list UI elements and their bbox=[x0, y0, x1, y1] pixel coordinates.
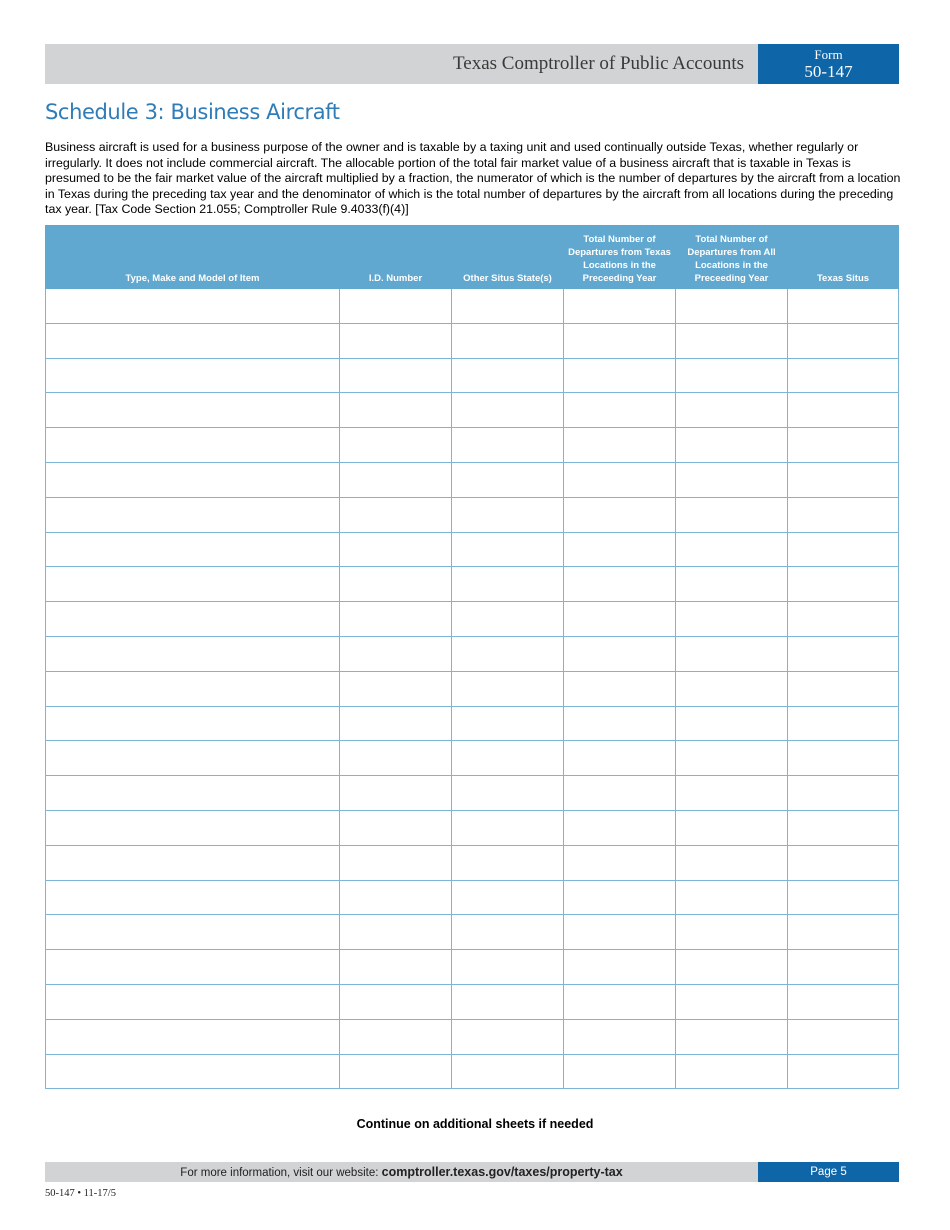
other-situs-states-cell[interactable] bbox=[452, 810, 564, 845]
other-situs-states-cell[interactable] bbox=[452, 984, 564, 1019]
id-number-cell[interactable] bbox=[340, 358, 452, 393]
table-row bbox=[46, 984, 899, 1019]
texas-situs-cell[interactable] bbox=[788, 706, 899, 741]
texas-situs-cell[interactable] bbox=[788, 358, 899, 393]
other-situs-states-cell[interactable] bbox=[452, 462, 564, 497]
page-number: Page 5 bbox=[758, 1162, 899, 1182]
table-row bbox=[46, 636, 899, 671]
all-departures-cell[interactable] bbox=[676, 358, 788, 393]
id-number-cell[interactable] bbox=[340, 462, 452, 497]
type-make-model-cell[interactable] bbox=[46, 358, 340, 393]
texas-departures-cell[interactable] bbox=[564, 984, 676, 1019]
texas-situs-cell[interactable] bbox=[788, 462, 899, 497]
other-situs-states-cell[interactable] bbox=[452, 880, 564, 915]
table-row bbox=[46, 567, 899, 602]
type-make-model-cell[interactable] bbox=[46, 810, 340, 845]
other-situs-states-cell[interactable] bbox=[452, 289, 564, 324]
table-row bbox=[46, 358, 899, 393]
texas-situs-cell[interactable] bbox=[788, 741, 899, 776]
other-situs-states-cell[interactable] bbox=[452, 602, 564, 637]
all-departures-cell[interactable] bbox=[676, 1054, 788, 1089]
table-row bbox=[46, 289, 899, 324]
other-situs-states-cell[interactable] bbox=[452, 915, 564, 950]
texas-departures-cell[interactable] bbox=[564, 602, 676, 637]
texas-departures-cell[interactable] bbox=[564, 671, 676, 706]
type-make-model-cell[interactable] bbox=[46, 671, 340, 706]
footer-bar bbox=[45, 1162, 758, 1182]
all-departures-cell[interactable] bbox=[676, 532, 788, 567]
texas-situs-cell[interactable] bbox=[788, 671, 899, 706]
all-departures-cell[interactable] bbox=[676, 984, 788, 1019]
texas-situs-cell[interactable] bbox=[788, 428, 899, 463]
table-row bbox=[46, 915, 899, 950]
all-departures-cell[interactable] bbox=[676, 289, 788, 324]
id-number-cell[interactable] bbox=[340, 741, 452, 776]
id-number-cell[interactable] bbox=[340, 602, 452, 637]
type-make-model-cell[interactable] bbox=[46, 393, 340, 428]
all-departures-cell[interactable] bbox=[676, 845, 788, 880]
type-make-model-cell[interactable] bbox=[46, 602, 340, 637]
texas-departures-cell[interactable] bbox=[564, 462, 676, 497]
other-situs-states-cell[interactable] bbox=[452, 567, 564, 602]
texas-departures-cell[interactable] bbox=[564, 1054, 676, 1089]
schedule-description: Business aircraft is used for a business purpose of the owner and is taxable by a taxing unit and used continually outside Texas, whether regularly or irregularly. It does not include commercial aircraft. The allocable portion of the total fair market value of a business aircraft that is taxable in Texas is presumed to be the fair market value of the aircraft multiplied by a fraction, the numerator of which is the number of departures by the aircraft from a location in Texas during the preceding tax year and the denominator of which is the total number of departures by the aircraft from all locations during the preceding tax year. [Tax Code Section 21.055; Comptroller Rule 9.4033(f)(4)] bbox=[45, 140, 901, 216]
type-make-model-cell[interactable] bbox=[46, 462, 340, 497]
other-situs-states-cell[interactable] bbox=[452, 428, 564, 463]
texas-departures-cell[interactable] bbox=[564, 950, 676, 985]
other-situs-states-cell[interactable] bbox=[452, 323, 564, 358]
all-departures-cell[interactable] bbox=[676, 950, 788, 985]
texas-departures-cell[interactable] bbox=[564, 1019, 676, 1054]
all-departures-cell[interactable] bbox=[676, 497, 788, 532]
id-number-cell[interactable] bbox=[340, 532, 452, 567]
id-number-cell[interactable] bbox=[340, 915, 452, 950]
other-situs-states-cell[interactable] bbox=[452, 706, 564, 741]
footer-info bbox=[45, 1165, 758, 1179]
column-header-type-make-model: Type, Make and Model of Item bbox=[46, 226, 340, 289]
table-row bbox=[46, 393, 899, 428]
other-situs-states-cell[interactable] bbox=[452, 532, 564, 567]
texas-situs-cell[interactable] bbox=[788, 1019, 899, 1054]
all-departures-cell[interactable] bbox=[676, 810, 788, 845]
other-situs-states-cell[interactable] bbox=[452, 393, 564, 428]
other-situs-states-cell[interactable] bbox=[452, 1054, 564, 1089]
other-situs-states-cell[interactable] bbox=[452, 741, 564, 776]
id-number-cell[interactable] bbox=[340, 428, 452, 463]
texas-departures-cell[interactable] bbox=[564, 358, 676, 393]
other-situs-states-cell[interactable] bbox=[452, 776, 564, 811]
type-make-model-cell[interactable] bbox=[46, 741, 340, 776]
id-number-cell[interactable] bbox=[340, 497, 452, 532]
type-make-model-cell[interactable] bbox=[46, 776, 340, 811]
all-departures-cell[interactable] bbox=[676, 393, 788, 428]
id-number-cell[interactable] bbox=[340, 984, 452, 1019]
type-make-model-cell[interactable] bbox=[46, 1054, 340, 1089]
type-make-model-cell[interactable] bbox=[46, 950, 340, 985]
all-departures-cell[interactable] bbox=[676, 428, 788, 463]
website-link[interactable]: comptroller.texas.gov/taxes/property-tax bbox=[381, 1165, 623, 1179]
id-number-cell[interactable] bbox=[340, 289, 452, 324]
texas-departures-cell[interactable] bbox=[564, 567, 676, 602]
texas-situs-cell[interactable] bbox=[788, 950, 899, 985]
footer-info-prefix: For more information, visit our website: bbox=[180, 1167, 379, 1179]
other-situs-states-cell[interactable] bbox=[452, 1019, 564, 1054]
form-code: 50-147 • 11-17/5 bbox=[45, 1188, 116, 1199]
id-number-cell[interactable] bbox=[340, 1054, 452, 1089]
texas-situs-cell[interactable] bbox=[788, 1054, 899, 1089]
type-make-model-cell[interactable] bbox=[46, 1019, 340, 1054]
id-number-cell[interactable] bbox=[340, 636, 452, 671]
column-header-id-number: I.D. Number bbox=[340, 226, 452, 289]
form-badge bbox=[758, 44, 899, 84]
type-make-model-cell[interactable] bbox=[46, 636, 340, 671]
type-make-model-cell[interactable] bbox=[46, 880, 340, 915]
texas-departures-cell[interactable] bbox=[564, 532, 676, 567]
column-header-all-departures: Total Number of Departures from All Locations in the Preceeding Year bbox=[676, 226, 788, 289]
other-situs-states-cell[interactable] bbox=[452, 497, 564, 532]
id-number-cell[interactable] bbox=[340, 1019, 452, 1054]
table-row bbox=[46, 1054, 899, 1089]
texas-departures-cell[interactable] bbox=[564, 497, 676, 532]
form-number: 50-147 bbox=[804, 62, 853, 81]
texas-departures-cell[interactable] bbox=[564, 880, 676, 915]
header-bar bbox=[45, 44, 758, 84]
agency-name: Texas Comptroller of Public Accounts bbox=[452, 53, 744, 74]
page-title: Schedule 3: Business Aircraft bbox=[45, 100, 340, 124]
other-situs-states-cell[interactable] bbox=[452, 950, 564, 985]
type-make-model-cell[interactable] bbox=[46, 984, 340, 1019]
texas-situs-cell[interactable] bbox=[788, 393, 899, 428]
type-make-model-cell[interactable] bbox=[46, 289, 340, 324]
texas-situs-cell[interactable] bbox=[788, 810, 899, 845]
id-number-cell[interactable] bbox=[340, 845, 452, 880]
id-number-cell[interactable] bbox=[340, 671, 452, 706]
table-row bbox=[46, 810, 899, 845]
id-number-cell[interactable] bbox=[340, 810, 452, 845]
table-row bbox=[46, 706, 899, 741]
column-header-texas-situs: Texas Situs bbox=[788, 226, 899, 289]
all-departures-cell[interactable] bbox=[676, 776, 788, 811]
all-departures-cell[interactable] bbox=[676, 323, 788, 358]
table-row bbox=[46, 532, 899, 567]
texas-situs-cell[interactable] bbox=[788, 915, 899, 950]
type-make-model-cell[interactable] bbox=[46, 532, 340, 567]
all-departures-cell[interactable] bbox=[676, 567, 788, 602]
texas-departures-cell[interactable] bbox=[564, 810, 676, 845]
texas-departures-cell[interactable] bbox=[564, 289, 676, 324]
table-row bbox=[46, 950, 899, 985]
id-number-cell[interactable] bbox=[340, 950, 452, 985]
type-make-model-cell[interactable] bbox=[46, 915, 340, 950]
texas-situs-cell[interactable] bbox=[788, 984, 899, 1019]
texas-situs-cell[interactable] bbox=[788, 532, 899, 567]
continue-note: Continue on additional sheets if needed bbox=[356, 1117, 594, 1131]
texas-departures-cell[interactable] bbox=[564, 915, 676, 950]
texas-situs-cell[interactable] bbox=[788, 776, 899, 811]
table-row bbox=[46, 323, 899, 358]
all-departures-cell[interactable] bbox=[676, 602, 788, 637]
table-row bbox=[46, 497, 899, 532]
texas-situs-cell[interactable] bbox=[788, 323, 899, 358]
texas-situs-cell[interactable] bbox=[788, 880, 899, 915]
table-row bbox=[46, 1019, 899, 1054]
other-situs-states-cell[interactable] bbox=[452, 358, 564, 393]
id-number-cell[interactable] bbox=[340, 706, 452, 741]
all-departures-cell[interactable] bbox=[676, 636, 788, 671]
texas-departures-cell[interactable] bbox=[564, 323, 676, 358]
aircraft-table bbox=[45, 225, 899, 1089]
texas-departures-cell[interactable] bbox=[564, 845, 676, 880]
type-make-model-cell[interactable] bbox=[46, 845, 340, 880]
id-number-cell[interactable] bbox=[340, 323, 452, 358]
texas-departures-cell[interactable] bbox=[564, 706, 676, 741]
texas-situs-cell[interactable] bbox=[788, 602, 899, 637]
all-departures-cell[interactable] bbox=[676, 915, 788, 950]
column-header-texas-departures: Total Number of Departures from Texas Locations in the Preceeding Year bbox=[564, 226, 676, 289]
id-number-cell[interactable] bbox=[340, 880, 452, 915]
all-departures-cell[interactable] bbox=[676, 1019, 788, 1054]
table-header-row bbox=[46, 226, 899, 289]
texas-departures-cell[interactable] bbox=[564, 741, 676, 776]
all-departures-cell[interactable] bbox=[676, 462, 788, 497]
texas-situs-cell[interactable] bbox=[788, 636, 899, 671]
texas-situs-cell[interactable] bbox=[788, 497, 899, 532]
all-departures-cell[interactable] bbox=[676, 880, 788, 915]
texas-situs-cell[interactable] bbox=[788, 845, 899, 880]
type-make-model-cell[interactable] bbox=[46, 706, 340, 741]
texas-departures-cell[interactable] bbox=[564, 428, 676, 463]
table-row bbox=[46, 776, 899, 811]
table-row bbox=[46, 428, 899, 463]
other-situs-states-cell[interactable] bbox=[452, 845, 564, 880]
type-make-model-cell[interactable] bbox=[46, 323, 340, 358]
id-number-cell[interactable] bbox=[340, 393, 452, 428]
type-make-model-cell[interactable] bbox=[46, 567, 340, 602]
all-departures-cell[interactable] bbox=[676, 741, 788, 776]
table-row bbox=[46, 462, 899, 497]
texas-situs-cell[interactable] bbox=[788, 289, 899, 324]
texas-departures-cell[interactable] bbox=[564, 776, 676, 811]
type-make-model-cell[interactable] bbox=[46, 428, 340, 463]
all-departures-cell[interactable] bbox=[676, 671, 788, 706]
texas-departures-cell[interactable] bbox=[564, 636, 676, 671]
table-row bbox=[46, 602, 899, 637]
column-header-other-situs-states: Other Situs State(s) bbox=[452, 226, 564, 289]
form-label: Form bbox=[814, 47, 843, 62]
id-number-cell[interactable] bbox=[340, 776, 452, 811]
table-row bbox=[46, 741, 899, 776]
id-number-cell[interactable] bbox=[340, 567, 452, 602]
type-make-model-cell[interactable] bbox=[46, 497, 340, 532]
other-situs-states-cell[interactable] bbox=[452, 636, 564, 671]
all-departures-cell[interactable] bbox=[676, 706, 788, 741]
texas-situs-cell[interactable] bbox=[788, 567, 899, 602]
table-row bbox=[46, 845, 899, 880]
table-row bbox=[46, 880, 899, 915]
texas-departures-cell[interactable] bbox=[564, 393, 676, 428]
other-situs-states-cell[interactable] bbox=[452, 671, 564, 706]
table-row bbox=[46, 671, 899, 706]
